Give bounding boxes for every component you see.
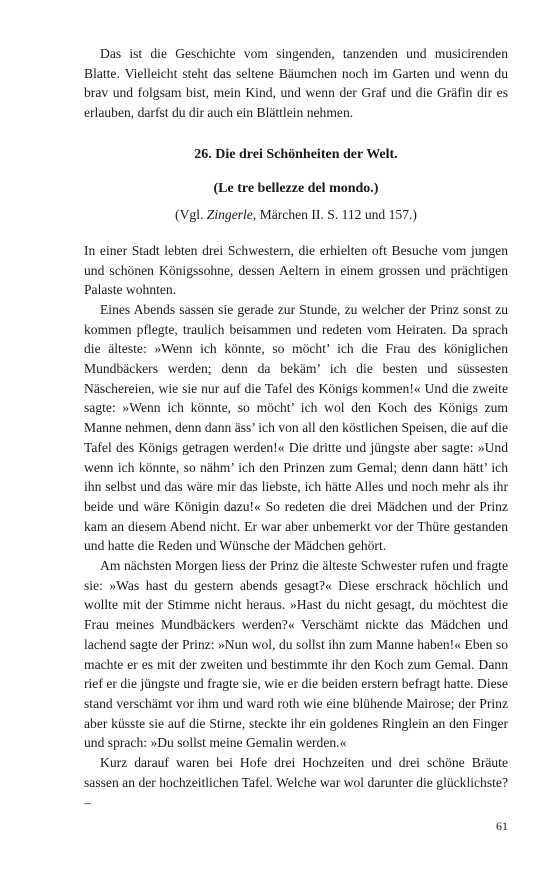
intro-paragraph: Das ist die Geschichte vom singenden, tanzenden und musicirenden Blatte. Vielleicht steht das seltene Bäumchen noch im Garten und wenn du brav und folgsam bist, mein Kind, und wenn der Graf und die Gräfin dir es erlauben, darfst du dir auch ein Blättlein nehmen.	[84, 46, 508, 121]
story-paragraph: Eines Abends sassen sie gerade zur Stunde, zu welcher der Prinz sonst zu kommen pflegte, traulich beisammen und redeten vom Heiraten. Da sprach die älteste: »Wenn ich könnte, so möcht’ ich die Frau des königlichen Mundbäckers werden; denn da bekäm’ ich die besten und süssesten Näschereien, wie sie nur auf die Tafel des Königs kommen!« Und die zweite sagte: »Wenn ich könnte, so möcht’ ich wol den Koch des Königs zum Manne nehmen, denn dann äss’ ich von all den köstlichen Speisen, die auf die Tafel des Königs getragen werden!« Die dritte und jüngste aber sagte: »Und wenn ich könnte, so nähm’ ich den Prinzen zum Gemal; denn dann hätt’ ich ihn selbst und das wäre mir das liebste, ich hätte Alles und noch mehr als ihr beide und wäre Königin dazu!« So redeten die drei Mädchen und der Prinz kam an diesem Abend nicht. Er war aber unbemerkt vor der Thüre gestanden und hatte die Reden und Wünsche der Mädchen gehört.	[84, 301, 508, 554]
source-author: Zingerle	[206, 206, 253, 222]
story-paragraph: In einer Stadt lebten drei Schwestern, die erhielten oft Besuche vom jungen und schönen Königssohne, dessen Aeltern in einem grossen und prächtigen Palaste wohnten.	[84, 242, 508, 298]
page-number: 61	[496, 819, 508, 833]
book-page	[84, 44, 508, 812]
story-subtitle: (Le tre bellezze del mondo.)	[213, 180, 379, 196]
story-title: 26. Die drei Schönheiten der Welt.	[194, 146, 398, 162]
story-paragraph: Kurz darauf waren bei Hofe drei Hochzeiten und drei schöne Bräute sassen an der hochzeitlichen Tafel. Welche war wol darunter die glücklichste? –	[84, 755, 508, 810]
story-paragraph: Am nächsten Morgen liess der Prinz die älteste Schwester rufen und fragte sie: »Was hast du gestern abends gesagt?« Diese erschrack höchlich und wollte mit der Stimme nicht heraus. »Hast du nicht gesagt, du möchtest die Frau meines Mundbäckers werden?« Verschämt nickte das Mädchen und lachend sagte der Prinz: »Nun wol, du sollst ihn zum Manne haben!« Eben so machte er es mit der zweiten und bestimmte ihr den Koch zum Gemal. Dann rief er die jüngste und fragte sie, wie er die beiden erstern befragt hatte. Diese stand verschämt vor ihm und ward roth wie eine blühende Mairose; der Prinz aber küsste sie auf die Stirne, steckte ihr ein goldenes Ringlein an den Finger und sprach: »Du sollst meine Gemalin werden.«	[84, 558, 508, 751]
source-suffix: , Märchen II. S. 112 und 157.)	[252, 206, 417, 222]
source-reference	[84, 205, 508, 225]
source-prefix: (Vgl.	[175, 206, 207, 222]
